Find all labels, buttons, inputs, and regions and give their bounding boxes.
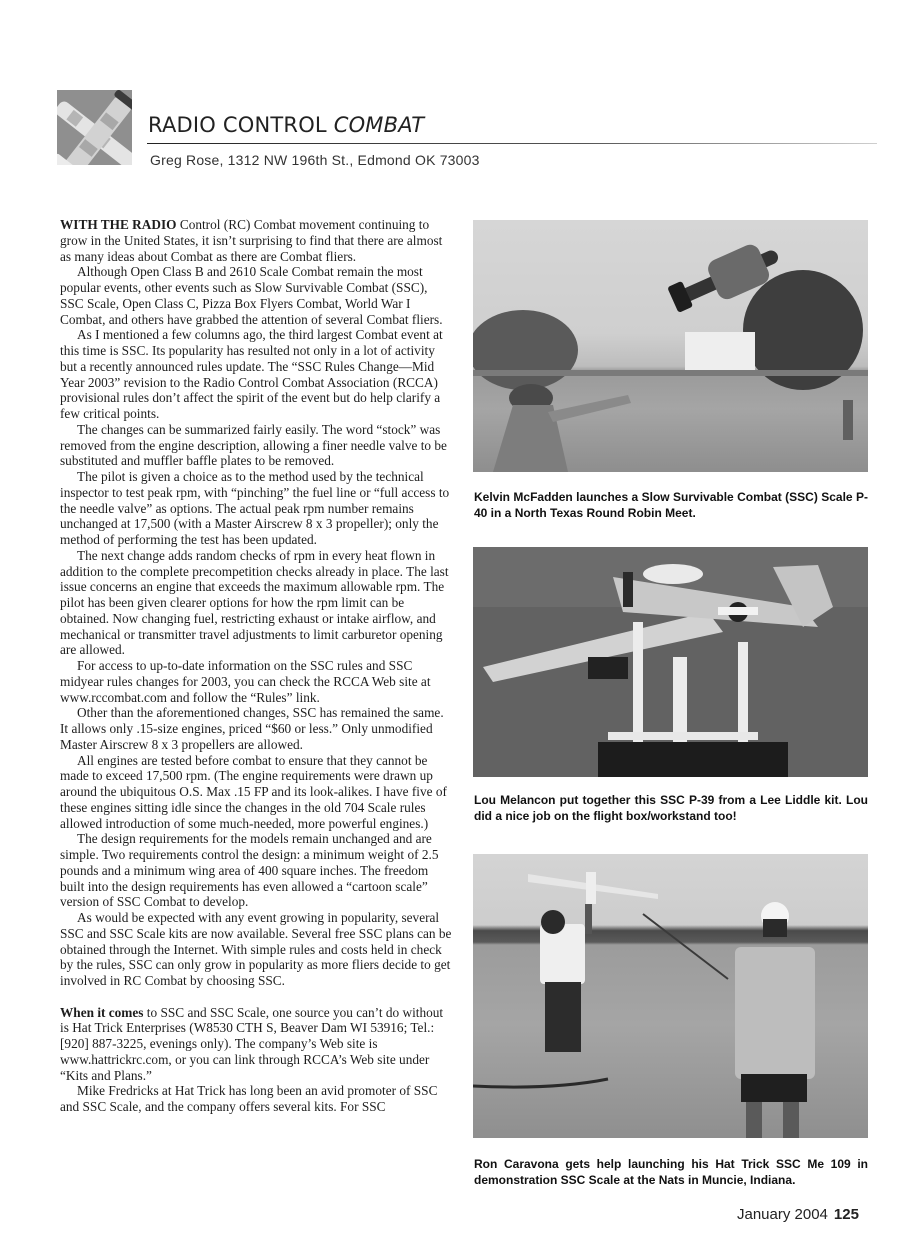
lead-in: WITH THE RADIO <box>60 217 177 232</box>
lead-in: When it comes <box>60 1004 144 1020</box>
combat-plane-icon <box>57 90 132 165</box>
page-footer <box>737 1206 859 1223</box>
article-paragraph: Mike Fredricks at Hat Trick has long been an avid promoter of SSC and SSC Scale, and the company offers several kits. For SSC <box>60 1083 438 1114</box>
photo-caption: Ron Caravona gets help launching his Hat Trick SSC Me 109 in demonstration SSC Scale at the Nats in Muncie, Indiana. <box>474 1157 868 1187</box>
article-body <box>60 217 452 1115</box>
article-paragraph: WITH THE RADIO Control (RC) Combat movement continuing to grow in the United States, it isn’t surprising to find that there are almost as many ideas about Combat as there are Combat fliers. <box>60 217 443 264</box>
author-byline: Greg Rose, 1312 NW 196th St., Edmond OK 73003 <box>150 152 480 168</box>
photo-me109-launch <box>473 854 868 1138</box>
article-paragraph: As I mentioned a few columns ago, the third largest Combat event at this time is SSC. Its popularity has resulted not only in a lot of activity but a recently announced rules update. The “SSC Rules Change—Mid Year 2003” revision to the Radio Control Combat Association (RCCA) provisional rules don’t affect the spirit of the event but do help clarify a few critical points. <box>60 327 443 421</box>
article-paragraph: Although Open Class B and 2610 Scale Combat remain the most popular events, other events such as Slow Survivable Combat (SSC), SSC Scale, Open Class C, Pizza Box Flyers Combat, World War I Combat, and others have grabbed the attention of several Combat fliers. <box>60 264 443 327</box>
article-paragraph: The design requirements for the models remain unchanged and are simple. Two requirements control the design: a minimum weight of 2.5 pounds and a minimum wing area of 400 square inches. The freedom built into the design requirements has even allowed a “cartoon scale” version of SSC Combat to develop. <box>60 831 439 910</box>
article-paragraph: The next change adds random checks of rpm in every heat flown in addition to the complete precompetition checks already in place. The last issue concerns an engine that exceeds the maximum allowable rpm. The pilot has been given clearer options for how the rpm limit can be obtained. Now changing fuel, restricting exhaust or intake airflow, and mechanical or transmitter travel adjustments to limit carburetor opening are allowed. <box>60 547 449 658</box>
article-paragraph: The pilot is given a choice as to the method used by the technical inspector to test peak rpm, with “pinching” the fuel line or “full access to the needle valve” as options. The actual peak rpm number remains unchanged at 17,500 (with a Master Airscrew 8 x 3 propeller); only the method of performing the test has been updated. <box>60 469 450 547</box>
article-paragraph: Other than the aforementioned changes, SSC has remained the same. It allows only .15-size engines, priced “$60 or less.” Only unmodified Master Airscrew 8 x 3 propellers are allowed. <box>60 705 444 752</box>
article-paragraph: For access to up-to-date information on the SSC rules and SSC midyear rules changes for 2003, you can check the RCCA Web site at www.rccombat.com and follow the “Rules” link. <box>60 658 431 705</box>
photo-p39-stand <box>473 547 868 777</box>
header-rule <box>147 143 877 144</box>
photo-caption: Kelvin McFadden launches a Slow Survivable Combat (SSC) Scale P-40 in a North Texas Round Robin Meet. <box>474 490 868 520</box>
article-paragraph: The changes can be summarized fairly easily. The word “stock” was removed from the engine description, allowing a finer needle valve to be substituted and muffler baffle plates to be removed. <box>60 421 447 469</box>
page-number: 125 <box>833 1206 859 1223</box>
column-title-emphasis: COMBAT <box>333 113 425 137</box>
photo-caption: Lou Melancon put together this SSC P-39 from a Lee Liddle kit. Lou did a nice job on the flight box/workstand too! <box>474 793 868 823</box>
column-title-main: RADIO CONTROL <box>148 113 334 137</box>
article-paragraph: All engines are tested before combat to ensure that they cannot be made to exceed 17,500 rpm. (The engine requirements were drawn up around the ubiquitous O.S. Max .15 FP and its look-alikes. I have five of these engines sitting idle since the changes in the old 704 Scale rules allowed introduction of some much-needed, more powerful engines.) <box>60 752 447 831</box>
article-paragraph: As would be expected with any event growing in popularity, several SSC and SSC Scale kits are now available. Several free SSC plans can be obtained through the Internet. With simple rules and costs held in check by the rules, SSC can only grow in popularity as more fliers decide to get involved in RC Combat by choosing SSC. <box>60 910 452 988</box>
issue-date: January 2004 <box>737 1206 828 1223</box>
column-title <box>148 113 424 137</box>
article-paragraph: When it comes to SSC and SSC Scale, one source you can’t do without is Hat Trick Enterprises (W8530 CTH S, Beaver Dam WI 53916; Tel.: [920] 887-3225, evenings only). The company’s Web site is www.hattrickrc.com, or you can link through RCCA’s Web site under “Kits and Plans.” <box>60 1004 444 1083</box>
photo-p40-launch <box>473 220 868 472</box>
